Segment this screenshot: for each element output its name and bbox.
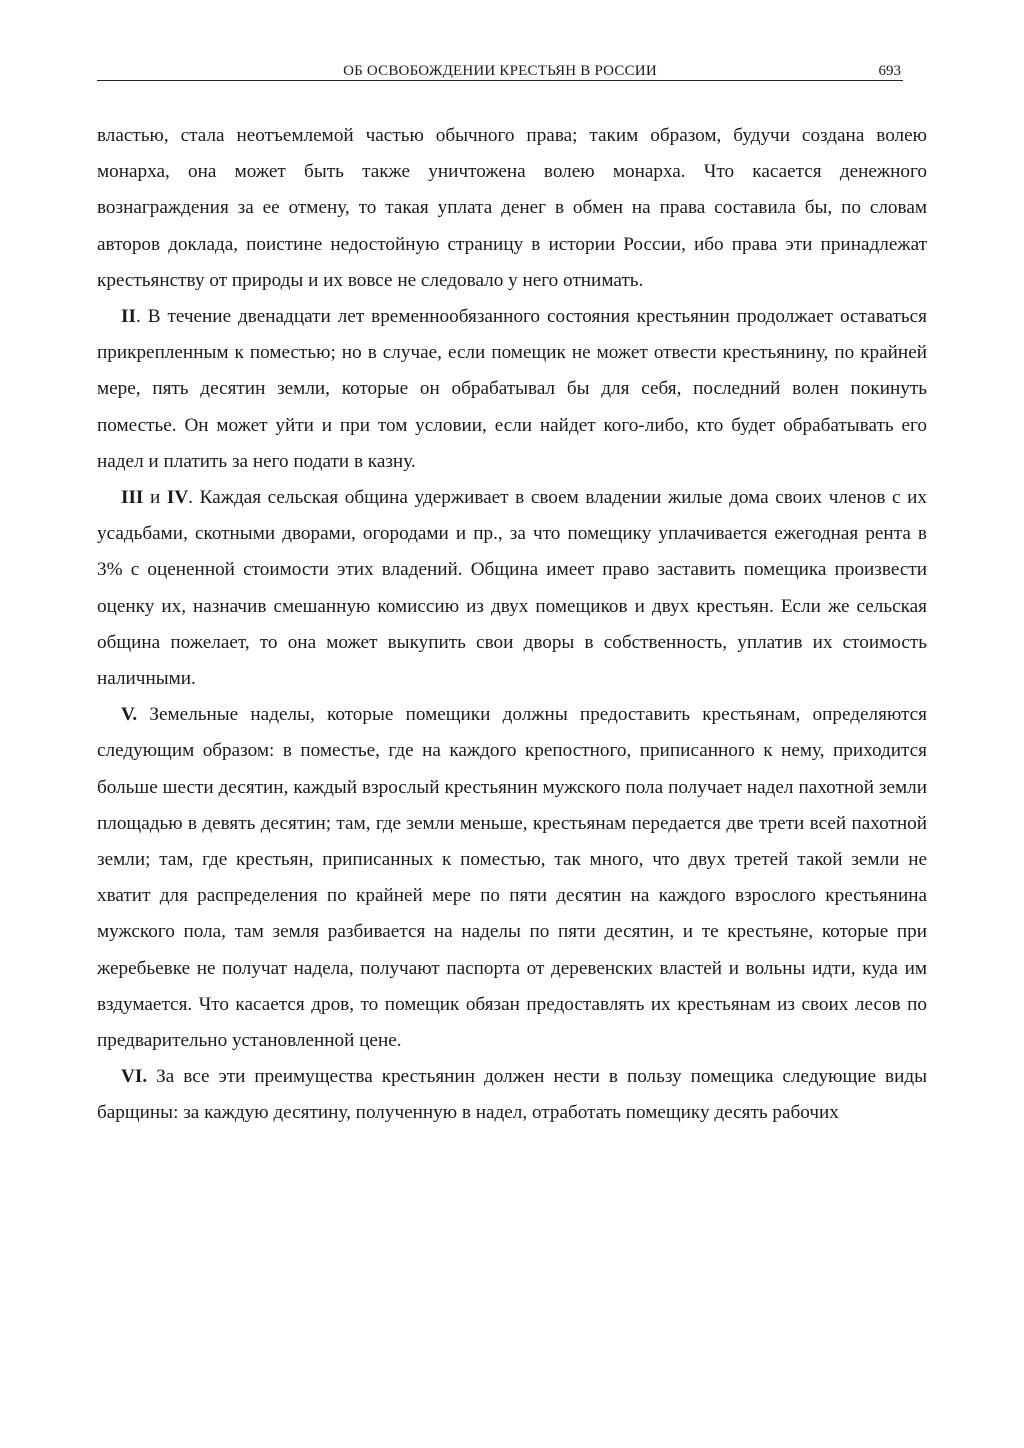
header-rule [97,80,903,81]
section-marker: IV [166,487,189,509]
paragraph-text: . В течение двенадцати лет временнообязанного состояния крестьянин продолжает оставаться прикрепленным к поместью; но в случае, если помещик не может отвести крестьянину, по крайней мере, пять десятин земли, которые он обрабатывал бы для себя, последний волен покинуть поместье. Он может уйти и при том условии, если найдет кого-либо, кто будет обрабатывать его надел и платить за него подати в казну. [97,306,927,472]
section-marker: VI. [121,1066,148,1088]
paragraph-text: Земельные наделы, которые помещики должны предоставить крестьянам, определяются следующим образом: в поместье, где на каждого крепостного, приписанного к нему, приходится больше шести десятин, каждый взрослый крестьянин мужского пола получает надел пахотной земли площадью в девять десятин; там, где земли меньше, крестьянам передается две трети всей пахотной земли; там, где крестьян, приписанных к поместью, так много, что двух третей такой земли не хватит для распределения по крайней мере по пяти десятин на каждого взрослого крестьянина мужского пола, там земля разбивается на наделы по пяти десятин, и те крестьяне, которые при жеребьевке не получат надела, получают паспорта от деревенских властей и вольны идти, куда им вздумается. Что касается дров, то помещик обязан предоставлять их крестьянам из своих лесов по предварительно установленной цене. [97,704,927,1052]
paragraph-section-ii [97,299,927,480]
section-marker: V. [121,704,138,726]
body-text [97,118,927,1132]
paragraph-text: . Каждая сельская община удерживает в своем владении жилые дома своих членов с их усадьбами, скотными дворами, огородами и пр., за что помещику уплачивается ежегодная рента в 3% с оцененной стоимости этих владений. Община имеет право заставить помещика произвести оценку их, назначив смешанную комиссию из двух помещиков и двух крестьян. Если же сельская община пожелает, то она может выкупить свои дворы в собственность, уплатив их стоимость наличными. [97,487,927,690]
paragraph-section-iii-iv [97,480,927,697]
paragraph-section-v [97,697,927,1059]
paragraph-continuation [97,118,927,299]
running-title: ОБ ОСВОБОЖДЕНИИ КРЕСТЬЯН В РОССИИ [343,63,657,79]
paragraph-text: За все эти преимущества крестьянин должен нести в пользу помещика следующие виды барщины: за каждую десятину, полученную в надел, отработать помещику десять рабочих [97,1066,927,1124]
section-marker: II [121,306,136,328]
paragraph-text: властью, стала неотъемлемой частью обычного права; таким образом, будучи создана волею монарха, она может быть также уничтожена волею монарха. Что касается денежного вознаграждения за ее отмену, то такая уплата денег в обмен на права составила бы, по словам авторов доклада, поистине недостойную страницу в истории России, ибо права эти принадлежат крестьянству от природы и их вовсе не следовало у него отнимать. [97,125,927,291]
running-header [97,60,903,82]
paragraph-section-vi [97,1059,927,1131]
page-number: 693 [878,63,901,79]
section-marker: III [121,487,144,509]
marker-join: и [143,487,167,509]
